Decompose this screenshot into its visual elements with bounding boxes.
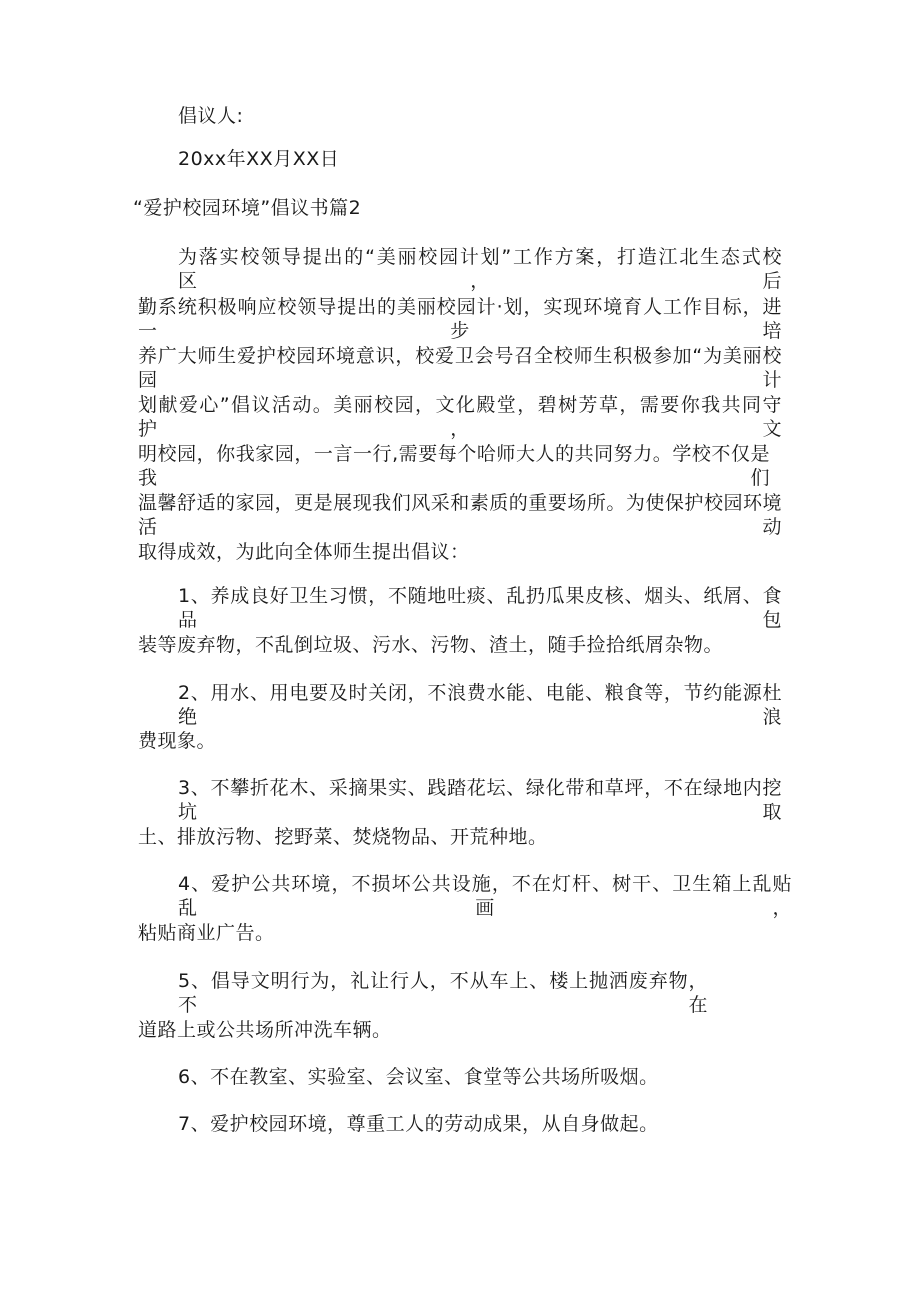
intro-line: 勤系统积极响应校领导提出的美丽校园计·划，实现环境育人工作目标，进一步培 — [138, 296, 782, 342]
item-line: 道路上或公共场所冲洗车辆。 — [138, 1019, 392, 1041]
item-line: 4、爱护公共环境，不损坏公共设施，不在灯杆、树干、卫生箱上乱贴乱画， — [178, 873, 792, 919]
intro-line: 为落实校领导提出的“美丽校园计划”工作方案，打造江北生态式校区，后 — [178, 246, 782, 292]
item-line: 6、不在教室、实验室、会议室、食堂等公共场所吸烟。 — [178, 1066, 659, 1088]
intro-line: 划献爱心”倡议活动。美丽校园，文化殿堂，碧树芳草，需要你我共同守护，文 — [138, 394, 782, 440]
signature-date: 20xx年XX月XX日 — [178, 148, 340, 170]
section-title: “爱护校园环境”倡议书篇2 — [133, 197, 362, 219]
intro-line: 取得成效，为此向全体师生提出倡议： — [138, 541, 470, 563]
item-line: 装等废弃物，不乱倒垃圾、污水、污物、渣土，随手捡拾纸屑杂物。 — [138, 634, 724, 656]
item-line: 5、倡导文明行为，礼让行人，不从车上、楼上抛洒废弃物，不在 — [178, 970, 708, 1016]
intro-line: 温馨舒适的家园，更是展现我们风采和素质的重要场所。为使保护校园环境活动 — [138, 492, 782, 538]
item-line: 粘贴商业广告。 — [138, 922, 275, 944]
item-line: 3、不攀折花木、采摘果实、践踏花坛、绿化带和草坪，不在绿地内挖坑取 — [178, 777, 782, 823]
item-line: 费现象。 — [138, 730, 217, 752]
intro-line: 明校园，你我家园，一言一行,需要每个哈师大人的共同努力。学校不仅是我们 — [138, 443, 770, 489]
item-line: 2、用水、用电要及时关闭，不浪费水能、电能、粮食等，节约能源杜绝浪 — [178, 682, 782, 728]
item-line: 土、排放污物、挖野菜、焚烧物品、开荒种地。 — [138, 826, 548, 848]
item-line: 7、爱护校园环境，尊重工人的劳动成果，从自身做起。 — [178, 1113, 659, 1135]
item-line: 1、养成良好卫生习惯，不随地吐痰、乱扔瓜果皮核、烟头、纸屑、食品包 — [178, 585, 782, 631]
proposer-label: 倡议人: — [178, 105, 244, 127]
intro-line: 养广大师生爱护校园环境意识，校爱卫会号召全校师生积极参加“为美丽校园计 — [138, 345, 782, 391]
